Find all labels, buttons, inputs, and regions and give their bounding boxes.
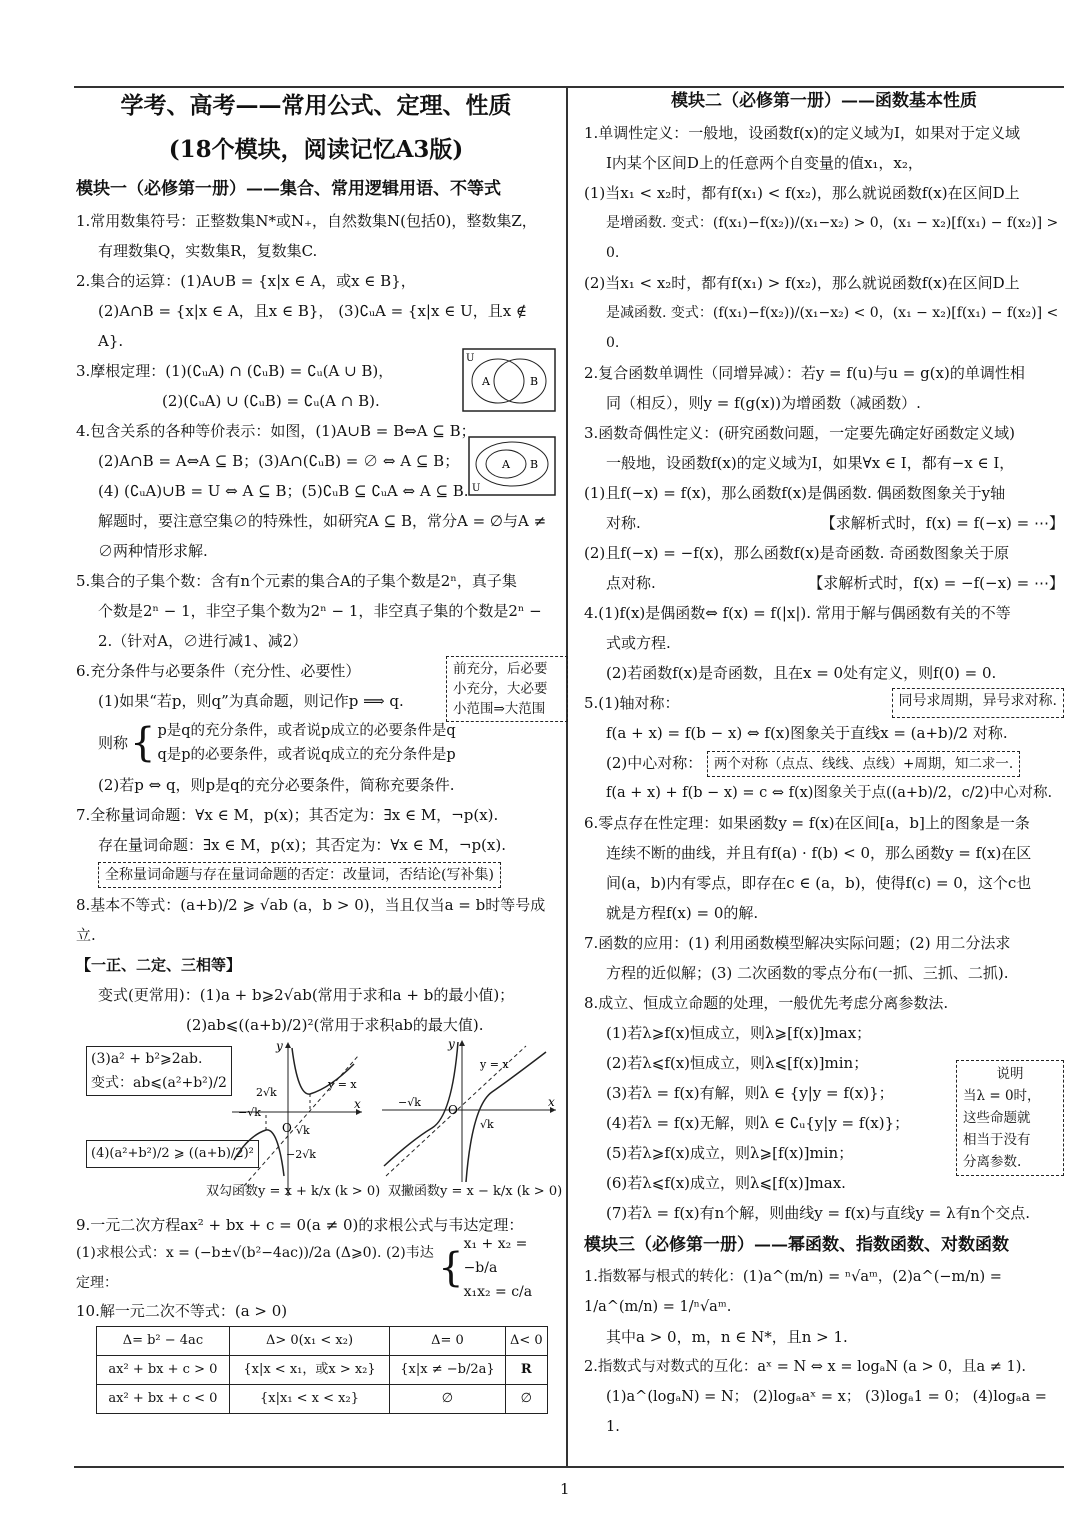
table-cell: Δ= b² − 4ac	[97, 1327, 230, 1356]
item6-line1: 6.充分条件与必要条件（充分性、必要性）	[76, 662, 361, 680]
item8-line3: 变式(更常用)：(1)a + b⩾2√ab(常用于求和a + b的最小值)；	[98, 986, 515, 1004]
tick-neg-rk: −√k	[398, 1096, 421, 1109]
item6-brace	[76, 716, 556, 770]
ineq-box-3	[86, 1046, 232, 1096]
m3-item2-line2: (1)a^(logₐN) = N； (2)logₐaˣ = x； (3)logₐ1 = 0； (4)logₐa = 1.	[606, 1389, 1047, 1435]
r-item4-line3: (2)若函数f(x)是奇函数，且在x = 0处有定义，则f(0) = 0.	[606, 664, 997, 682]
r-item5-label: 5.(1)轴对称：	[584, 694, 680, 712]
item4-line2: (2)A∩B = A⇔A ⊆ B；(3)A∩(∁ᵤB) = ∅ ⇔ A ⊆ B；	[98, 452, 460, 470]
venn-label-u: U	[472, 483, 481, 494]
item9-formula: (1)求根公式：x = (−b±√(b²−4ac))/2a (Δ⩾0). (2)韦达定理：	[76, 1245, 434, 1291]
r-item3-text2: 点对称.	[606, 574, 656, 592]
table-cell: {x|x < x₁，或x > x₂}	[229, 1356, 389, 1385]
r8-case: (6)若λ⩽f(x)成立，则λ⩽[f(x)]max.	[606, 1174, 846, 1192]
module2-heading: 模块二（必修第一册）——函数基本性质	[671, 91, 977, 111]
r-item6-line1: 6.零点存在性定理：如果函数y = f(x)在区间[a，b]上的图象是一条	[584, 814, 1030, 832]
vieta-sum: x₁ + x₂ = −b/a	[463, 1236, 528, 1276]
table-row	[97, 1356, 548, 1385]
table-cell: Δ= 0	[390, 1327, 505, 1356]
double-tick-graph	[376, 1036, 562, 1186]
note-line: 这些命题就	[963, 1110, 1031, 1126]
venn-label-b: B	[530, 458, 539, 471]
item10-line1: 10.解一元二次不等式：(a > 0)	[76, 1302, 288, 1320]
column-divider	[566, 86, 568, 1466]
ineq-box-4: (4)(a²+b²)/2 ⩾ ((a+b)/2)²	[86, 1140, 259, 1168]
r-item5-label2: (2)中心对称：	[606, 754, 703, 772]
item5-line3: 2.（针对A，∅进行减1、减2）	[98, 632, 308, 650]
r-item3-bracket: 【求解析式时，f(x) = f(−x) = ⋯】	[820, 514, 1064, 532]
item6-brace-body	[157, 719, 455, 767]
table-cell: ax² + bx + c < 0	[97, 1385, 230, 1414]
r-item3-bracket2: 【求解析式时，f(x) = −f(−x) = ⋯】	[808, 574, 1064, 592]
item5-line2: 个数是2ⁿ − 1，非空子集个数为2ⁿ − 1，非空真子集的个数是2ⁿ −	[98, 602, 542, 620]
asymptote-label: y = x	[480, 1058, 509, 1071]
table-cell: ∅	[390, 1385, 505, 1414]
item7-line2: 存在量词命题：∃x ∈ M，p(x)；其否定为：∀x ∈ M，¬p(x).	[98, 836, 506, 854]
r-item3-line2: 一般地，设函数f(x)的定义域为I，如果∀x ∈ I，都有−x ∈ I，	[606, 454, 1015, 472]
item5-line1: 5.集合的子集个数：含有n个元素的集合A的子集个数是2ⁿ，真子集	[76, 572, 517, 590]
r8-case: (7)若λ = f(x)有n个解，则曲线y = f(x)与直线y = λ有n个交点.	[606, 1204, 1031, 1222]
left-column	[76, 84, 556, 1414]
right-column	[584, 84, 1064, 1442]
tick-neg-rk: −√k	[238, 1106, 261, 1119]
r-item1-line3: (1)当x₁ < x₂时，都有f(x₁) < f(x₂)，那么就说函数f(x)在区间D上	[584, 184, 1020, 202]
item6-brace-row1: p是q的充分条件，或者说p成立的必要条件是q	[157, 723, 456, 739]
item7-note-box: 全称量词命题与存在量词命题的否定：改量词，否结论(写补集)	[98, 862, 501, 888]
inequality-table	[96, 1326, 548, 1414]
item9-line1: 9.一元二次方程ax² + bx + c = 0(a ≠ 0)的求根公式与韦达定理：	[76, 1216, 524, 1234]
brace-icon: {	[130, 720, 156, 766]
r8-case: (2)若λ⩽f(x)恒成立，则λ⩽[f(x)]min；	[606, 1054, 869, 1072]
r-item5-line1	[584, 688, 1064, 718]
note-line: 说明	[996, 1066, 1024, 1082]
r-item2-line2: 同（相反），则y = f(g(x))为增函数（减函数）.	[606, 394, 921, 412]
item8-line2: 【一正、二定、三相等】	[76, 956, 242, 974]
venn-label-a: A	[502, 458, 510, 471]
item7-line1: 7.全称量词命题：∀x ∈ M，p(x)；其否定为：∃x ∈ M，¬p(x).	[76, 806, 499, 824]
item4-line5: ∅两种情形求解.	[98, 542, 208, 560]
r-item3-text: 对称.	[606, 514, 641, 532]
venn-diagram-subset	[468, 436, 556, 496]
r-item6-line4: 就是方程f(x) = 0的解.	[606, 904, 759, 922]
note-line: 小充分，大必要	[453, 681, 548, 697]
item6-then-label: 则称	[98, 734, 129, 752]
vieta-product: x₁x₂ = c/a	[463, 1284, 533, 1300]
item2-line2: (2)A∩B = {x|x ∈ A，且x ∈ B}， (3)∁ᵤA = {x|x ∈ U，且x ∉ A}.	[98, 302, 528, 350]
r-item4-line2: 式或方程.	[606, 634, 671, 652]
separation-note-box	[956, 1060, 1064, 1176]
venn-label-u: U	[466, 353, 475, 364]
origin-label: O	[282, 1121, 292, 1135]
r-item8-line1: 8.成立、恒成立命题的处理，一般优先考虑分离参数法.	[584, 994, 949, 1012]
axis-label-x: x	[548, 1095, 555, 1109]
double-hook-graph	[222, 1036, 372, 1204]
table-row	[97, 1327, 548, 1356]
sufficiency-note-box	[446, 656, 568, 722]
r-item1-line6: 是减函数. 变式：(f(x₁)−f(x₂))/(x₁−x₂) < 0，(x₁ − x₂)[f(x₁) − f(x₂)] < 0.	[606, 305, 1059, 351]
module1-heading: 模块一（必修第一册）——集合、常用逻辑用语、不等式	[76, 179, 501, 199]
tick-rk: √k	[480, 1118, 494, 1131]
tick-neg-two-rk: −2√k	[286, 1148, 316, 1161]
r-item1-line5: (2)当x₁ < x₂时，都有f(x₁) > f(x₂)，那么就说函数f(x)在区间D上	[584, 274, 1020, 292]
r-item1-line4: 是增函数. 变式：(f(x₁)−f(x₂))/(x₁−x₂) > 0，(x₁ − x₂)[f(x₁) − f(x₂)] > 0.	[606, 215, 1059, 261]
r-item1-line1: 1.单调性定义：一般地，设函数f(x)的定义域为I，如果对于定义域	[584, 124, 1020, 142]
r-item6-line2: 连续不断的曲线，并且有f(a) · f(b) < 0，那么函数y = f(x)在区	[606, 844, 1032, 862]
r-item2-line1: 2.复合函数单调性（同增异减）：若y = f(u)与u = g(x)的单调性相	[584, 364, 1025, 382]
table-cell: Δ> 0(x₁ < x₂)	[229, 1327, 389, 1356]
note-line: 相当于没有	[963, 1132, 1031, 1148]
r-item7-line2: 方程的近似解；(3) 二次函数的零点分布(一抓、三抓、二抓).	[606, 964, 1009, 982]
item1-line1: 1.常用数集符号：正整数集N*或N₊，自然数集N(包括0)，整数集Z，	[76, 212, 537, 230]
ineq-3: (3)a² + b²⩾2ab.	[91, 1051, 203, 1067]
tick-rk: √k	[296, 1124, 310, 1137]
item4-line1: 4.包含关系的各种等价表示：如图，(1)A∪B = B⇔A ⊆ B；	[76, 422, 476, 440]
item6-line2: (1)如果“若p，则q”为真命题，则记作p ⟹ q.	[98, 692, 404, 710]
item2-line1: 2.集合的运算：(1)A∪B = {x|x ∈ A，或x ∈ B}，	[76, 272, 416, 290]
note-line: 前充分，后必要	[453, 661, 548, 677]
r-item3-line3: (1)且f(−x) = f(x)，那么函数f(x)是偶函数. 偶函数图象关于y轴	[584, 484, 1006, 502]
r-item3-line6	[584, 568, 1064, 598]
r-item5-line3	[584, 748, 1064, 778]
m3-item2-line1: 2.指数式与对数式的互化：aˣ = N ⇔ x = logₐN (a > 0，且a ≠ 1).	[584, 1359, 1027, 1375]
item8-line1: 8.基本不等式：(a+b)/2 ⩾ √ab (a，b > 0)，当且仅当a = b时等号成立.	[76, 896, 546, 944]
ineq-3-variant: 变式：ab⩽(a²+b²)/2	[91, 1075, 227, 1091]
r-item3-line5: (2)且f(−x) = −f(x)，那么函数f(x)是奇函数. 奇函数图象关于原	[584, 544, 1010, 562]
r-item5-line4: f(a + x) + f(b − x) = c ⇔ f(x)图象关于点((a+b)/2，c/2)中心对称.	[606, 785, 1053, 801]
axis-label-y: y	[276, 1039, 283, 1053]
item9-line2	[76, 1236, 556, 1300]
m3-item1-line1: 1.指数幂与根式的转化：(1)a^(m/n) = ⁿ√aᵐ，(2)a^(−m/n) = 1/a^(m/n) = 1/ⁿ√aᵐ.	[584, 1269, 1002, 1315]
r-item6-line3: 间(a，b)内有零点，即存在c ∈ (a，b)，使得f(c) = 0，这个c也	[606, 874, 1032, 892]
axis-label-x: x	[354, 1097, 361, 1111]
item8-line4: (2)ab⩽((a+b)/2)²(常用于求积ab的最大值).	[186, 1016, 484, 1034]
venn-diagram-union	[462, 348, 556, 412]
table-cell: R	[505, 1356, 547, 1385]
module3-heading: 模块三（必修第一册）——幂函数、指数函数、对数函数	[584, 1235, 1009, 1255]
item6-line4: (2)若p ⇔ q，则p是q的充分必要条件，简称充要条件.	[98, 776, 455, 794]
page-subtitle: (18个模块，阅读记忆A3版)	[168, 136, 464, 163]
r-item7-line1: 7.函数的应用：(1) 利用函数模型解决实际问题；(2) 用二分法求	[584, 934, 1011, 952]
table-cell: {x|x ≠ −b/2a}	[390, 1356, 505, 1385]
item4-line3: (4) (∁ᵤA)∪B = U ⇔ A ⊆ B；(5)∁ᵤB ⊆ ∁ᵤA ⇔ A ⊆ B.	[98, 482, 469, 500]
r-item3-line1: 3.函数奇偶性定义：(研究函数问题，一定要先确定好函数定义域)	[584, 424, 1016, 442]
table-cell: ∅	[505, 1385, 547, 1414]
table-cell: {x|x₁ < x < x₂}	[229, 1385, 389, 1414]
r-item5-note-box2: 两个对称（点点、线线、点线）+周期，知二求一.	[707, 751, 1020, 777]
item3-line1: 3.摩根定理：(1)(∁ᵤA) ∩ (∁ᵤB) = ∁ᵤ(A ∪ B)，	[76, 362, 394, 380]
brace-icon: {	[438, 1245, 464, 1291]
page-number: 1	[560, 1480, 570, 1498]
table-cell: Δ< 0	[505, 1327, 547, 1356]
note-line: 小范围⇒大范围	[453, 701, 546, 717]
asymptote-label: y = x	[328, 1078, 357, 1091]
origin-label: O	[448, 1103, 458, 1117]
r-item5-line2: f(a + x) = f(b − x) ⇔ f(x)图象关于直线x = (a+b)/2 对称.	[606, 724, 1008, 742]
r8-case: (3)若λ = f(x)有解，则λ ∈ {y|y = f(x)}；	[606, 1084, 894, 1102]
vieta-body	[464, 1232, 556, 1304]
item1-line2: 有理数集Q，实数集R，复数集C.	[98, 242, 318, 260]
note-line: 当λ = 0时，	[963, 1088, 1041, 1104]
double-hook-caption: 双勾函数y = x + k/x (k > 0)	[206, 1184, 381, 1199]
table-cell: ax² + bx + c > 0	[97, 1356, 230, 1385]
page-title: 学考、高考——常用公式、定理、性质	[120, 92, 512, 119]
note-line: 分离参数.	[963, 1154, 1022, 1170]
r8-case: (5)若λ⩾f(x)成立，则λ⩾[f(x)]min；	[606, 1144, 854, 1162]
m3-item1-line2: 其中a > 0，m，n ∈ N*，且n > 1.	[606, 1328, 848, 1346]
table-row	[97, 1385, 548, 1414]
tick-two-rk: 2√k	[256, 1086, 277, 1099]
r-item3-line4	[584, 508, 1064, 538]
axis-label-y: y	[448, 1037, 455, 1051]
venn-label-b: B	[530, 375, 539, 388]
item6-brace-row2: q是p的必要条件，或者说q成立的充分条件是p	[157, 747, 456, 763]
r8-case: (4)若λ = f(x)无解，则λ ∈ ∁ᵤ{y|y = f(x)}；	[606, 1114, 910, 1132]
r-item1-line2: I内某个区间D上的任意两个自变量的值x₁，x₂，	[606, 154, 923, 172]
item7-line3	[76, 860, 556, 890]
item3-line2: (2)(∁ᵤA) ∪ (∁ᵤB) = ∁ᵤ(A ∩ B).	[162, 392, 380, 410]
r8-case: (1)若λ⩾f(x)恒成立，则λ⩾[f(x)]max；	[606, 1024, 872, 1042]
r-item4-line1: 4.(1)f(x)是偶函数⇔ f(x) = f(|x|). 常用于解与偶函数有关的不等	[584, 604, 1011, 622]
item4-line4: 解题时，要注意空集∅的特殊性，如研究A ⊆ B，常分A = ∅与A ≠	[98, 512, 547, 530]
venn-label-a: A	[482, 375, 490, 388]
double-tick-caption: 双撇函数y = x − k/x (k > 0)	[388, 1184, 563, 1199]
bottom-rule	[74, 1466, 1064, 1468]
r-item5-note-box: 同号求周期，异号求对称.	[892, 688, 1064, 718]
